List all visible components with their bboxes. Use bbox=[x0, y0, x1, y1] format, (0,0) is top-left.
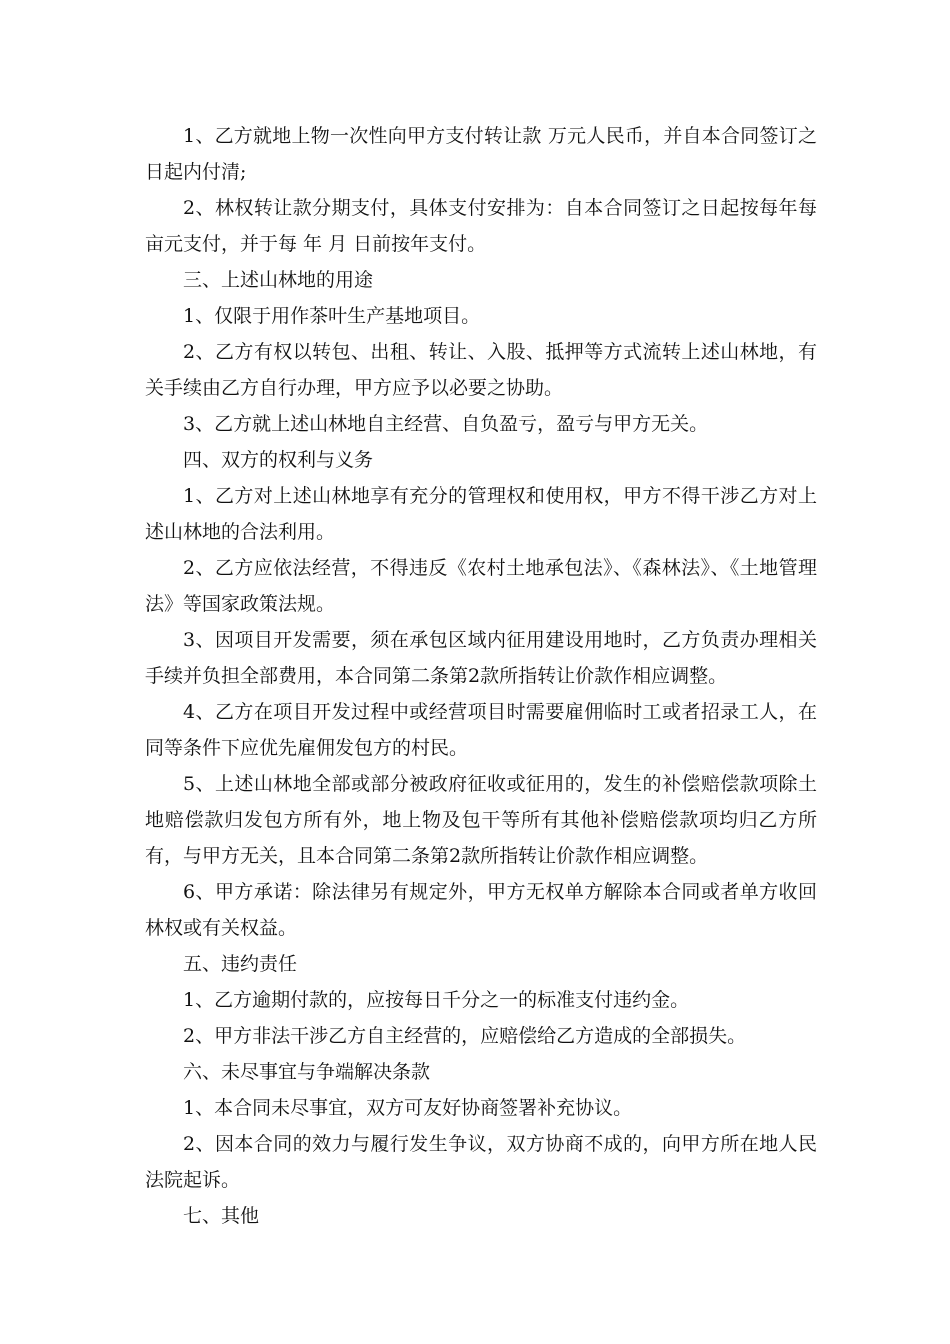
paragraph: 3、因项目开发需要，须在承包区域内征用建设用地时，乙方负责办理相关手续并负担全部费用，本合同第二条第2款所指转让价款作相应调整。 bbox=[145, 629, 817, 687]
paragraph: 1、乙方就地上物一次性向甲方支付转让款 万元人民币，并自本合同签订之日起内付清; bbox=[145, 125, 817, 183]
paragraph: 6、甲方承诺：除法律另有规定外，甲方无权单方解除本合同或者单方收回林权或有关权益。 bbox=[145, 881, 817, 939]
paragraph: 2、乙方有权以转包、出租、转让、入股、抵押等方式流转上述山林地，有关手续由乙方自行办理，甲方应予以必要之协助。 bbox=[145, 341, 817, 399]
section-heading: 四、双方的权利与义务 bbox=[183, 449, 374, 471]
document-body bbox=[145, 118, 817, 1234]
paragraph: 5、上述山林地全部或部分被政府征收或征用的，发生的补偿赔偿款项除土地赔偿款归发包方所有外，地上物及包干等所有其他补偿赔偿款项均归乙方所有，与甲方无关，且本合同第二条第2款所指转让价款作相应调整。 bbox=[145, 773, 817, 867]
section-heading: 三、上述山林地的用途 bbox=[183, 269, 374, 291]
paragraph: 1、乙方逾期付款的，应按每日千分之一的标准支付违约金。 bbox=[183, 989, 690, 1011]
section-heading: 七、其他 bbox=[183, 1205, 260, 1227]
paragraph: 1、仅限于用作茶叶生产基地项目。 bbox=[183, 305, 481, 327]
paragraph: 3、乙方就上述山林地自主经营、自负盈亏，盈亏与甲方无关。 bbox=[183, 413, 709, 435]
paragraph: 2、因本合同的效力与履行发生争议，双方协商不成的，向甲方所在地人民法院起诉。 bbox=[145, 1133, 817, 1191]
paragraph: 1、乙方对上述山林地享有充分的管理权和使用权，甲方不得干涉乙方对上述山林地的合法利用。 bbox=[145, 485, 817, 543]
paragraph: 4、乙方在项目开发过程中或经营项目时需要雇佣临时工或者招录工人，在同等条件下应优先雇佣发包方的村民。 bbox=[145, 701, 817, 759]
paragraph: 2、林权转让款分期支付，具体支付安排为：自本合同签订之日起按每年每亩元支付，并于每 年 月 日前按年支付。 bbox=[145, 197, 817, 255]
paragraph: 1、本合同未尽事宜，双方可友好协商签署补充协议。 bbox=[183, 1097, 633, 1119]
section-heading: 六、未尽事宜与争端解决条款 bbox=[183, 1061, 431, 1083]
paragraph: 2、甲方非法干涉乙方自主经营的，应赔偿给乙方造成的全部损失。 bbox=[183, 1025, 747, 1047]
section-heading: 五、违约责任 bbox=[183, 953, 298, 975]
paragraph: 2、乙方应依法经营，不得违反《农村土地承包法》、《森林法》、《土地管理法》等国家政策法规。 bbox=[145, 557, 817, 615]
